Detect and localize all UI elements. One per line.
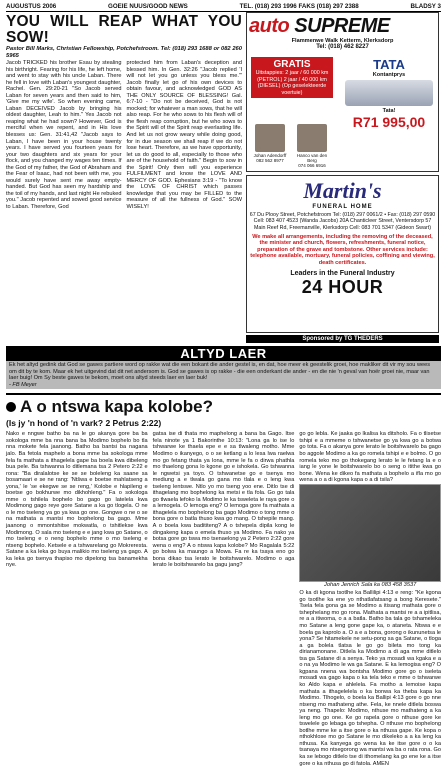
article1-columns [6, 60, 242, 211]
article2-columns [6, 431, 441, 767]
auto-supreme-address: Flammenwe Walk Ketterm, Klerksdorp [291, 38, 394, 44]
author-photo-caption: Johan Jenrich Sala ka 083 458 3537 [324, 581, 417, 588]
bullet-icon [6, 402, 16, 412]
top-section [6, 12, 441, 343]
article2-subtitle: (Is jy 'n hond of 'n vark? 2 Petrus 2:22) [6, 418, 162, 429]
salesperson-1 [251, 124, 289, 168]
salesperson-1-tel: 082 562 8977 [256, 158, 284, 163]
martins-24-hour: 24 HOUR [301, 276, 384, 297]
article2-title: A o ntswa kapa kolobe? [20, 397, 214, 417]
article2-column-3b: O ka di kgona tsotlhe ka Ballilipi 4:13 e reng: "Ke kgona go tsotlhe ka ene yo nthatlafatsang a bong Keresete." Tsela fela gona ga se Modimo a itisang mathata gore o tshephelang mo go rona. Mathata a mantsi re a a ipitlisa, re a a itiwoma, o a a batla. Batho ba tala go tshameleka mo Satane a leng gone gape ka, o ataneta. Ntswa e e boela ga kaprolo a. O a e a bona, gorong o ikununetsa le yona? Se hitamekele ne setu-pong sa ga Satane, o tloga a ga bolela tlatsa le go go bileta mo tong ka dirianamonane. Ditlela ka Modimo a di aga mme ditlelo tsa ga Satane di a senya. Teko ya mosadi wa kgaka e a o na ya Modimo le wa ga Satane. E ka lemogisa eng? O kgpana nnena wa bontsha Modimo gore go o iseleta mosadi wa gago kapa o ka tela teko e mme o tshwarwe ko Aldo kapa e ahlelela. Fa motho a lemoise kapa mathata a ithagelelela o ka bonwa ka theba kapa ka Modimo. Tlhogelo, o boela ka Ballipi 4:13 gore o go nne ntseng mo mathateng athe. Fela, ke nnele ditlela boswa ya neng. Thapelo: Modimo, nthuse mo mathateng a ka leng mo go one. Ke go rapela gore o nthuse gore ke tswelele go lebaga go tshepha. O nthuse mo bophelong botlhe mme ke a itse gore o ka nthusa gape. Ke kopa o nthokhlose mo go Satane le mo dikeleko a a ka leng ka nthusa. Ka kanyega go wena ka ke itse gore o o ka tsanaya mo ntsegorong wa mantsi wa ba o rata rona. Go ka se lebogo ditlelo tse di ithomelang ka go ene ke a itse gore o ka nthusa go di fatola. AMEN [299, 590, 442, 767]
martins-services: We make all arrangements, including the removing of the deceased, the minister and church, flowers, refreshments, funeral notice, preparation of the grave and tombstone. Other services include: telephone available, mortuary, funeral policies, coffining and viewing, death certificates. [250, 233, 435, 266]
tata-kontantprys: Kontantprys [372, 72, 406, 78]
header-date: AUGUSTUS 2006 [6, 3, 57, 10]
gratis-text: Uitstappies: 2 jaar / 60 000 km (PETROL) 2 jaar / 40 000 km (DIESEL) (Op geselekteerde voertuie) [255, 70, 329, 96]
martins-logo: Martin's [303, 178, 382, 203]
tata-price: R71 995,00 [352, 114, 426, 130]
altyd-laer-text: Ek het altyd gedink dat God se gawes partiere word op rakke wat die een bokant die ander gestel is, en dat, hoe meer ek geestelik groei, hoe makliker dit vir my sou wees om dit by te kom. Maar ek het uitgevind dat dit net andersom is. God se gawes is op rakke - die een onderkant die ander - en die nie 'n geval van hoër groei nie, maar van laer buig! Om Sy beste gawes te bekom, moet ons altyd steeds laer en laer buk! [9, 362, 431, 382]
auto-supreme-tel: Tel: (018) 462 8227 [316, 44, 369, 50]
salesperson-1-name: Johan Adendorff [253, 153, 287, 158]
sponsor-bar: Sponsored by TG THEDERS [246, 335, 439, 343]
martins-funeral-home: FUNERAL HOME [312, 204, 373, 210]
article1-column-2: protected him from Laban's deception and blessed him. In Gen. 32:26 "Jacob replied 'I will not let you go unless you bless me.'" Jacob finally let go of his own devices to obtain favour, and acknowledged GOD AS THE ONLY SOURCE OF BLESSING! Gal. 6:7-10 - "Do not be deceived, God is not mocked; for whatever a man sows, that he will also reap. For he who sows to his flesh will of the flesh reap corruption, but he who sows to the Spirit will of the Spirit reap everlasting life. And let us not grow weary while doing good, for in due season we shall reap if we do not lose heart. Therefore, as we have opportunity, let us do good to all, especially to those who are of the household of faith." Begin to sow in the Spirit! Only then will you experience FULFILMENT and know the LOVE AND MERCY OF GOD. Ephesians 3:19 - "To know the LOVE OF CHRIST which passes knowledge that you may be FILLED to the measure of all the fullness of God." SOW WISELY! [126, 60, 242, 211]
article1-byline: Pastor Bill Marks, Christian Fellowship, Potchefstroom. Tel: (018) 293 1688 or 082 260 5965 [6, 46, 242, 59]
martins-address: 67 Du Plooy Street, Potchefstroom Tel: (018) 297 0061/2 • Fax: (018) 297 0590 Cell: 083 407 4523 (Wanda Jacobs) 20A Chanticleer Street, Ventersdorp 57 Main Reef Rd, Freemanville, Klerksdorp Cell: 083 701 5347 (Gideon Swart) [249, 212, 436, 231]
article2-column-3a: go go lebla. Ke jaaka go lkalisa ka ditsholo. Fa o tlisetse tshipi e a mmeme o tshwanetse go ya kwa go a botwa go tota. Fa o akanya gore lerato le boitshwarelo ba gago bo aggole Modimo a ka go romela tshipi e e bolmo. O go romela teko mo go thokegang lerato le le fetang la e o iang le yone le boitshwarelo bo o seng o itithe kwa go bone. Wena ke dikeo fa mathata a bophelo a ifla mo go wena a o a di kgona kapa o a di tsila? [299, 431, 442, 484]
gratis-title: GRATIS [273, 59, 311, 70]
salesperson-2-name: Hanco van den Berg [296, 153, 328, 163]
article1-column-1: Jacob TRICKED his brother Esau by stealing his birthright. Fearing for his life, he left home, and went to stay with his uncle Laban. There he fell in love with Laban's youngest daughter, Rachel. Gen. 29:20-21 "So Jacob served Laban for seven years and then said to him, 'Give me my wife'. So when evening came, Laban DECEIVED Jacob by bringing his oldest daughter, Leah to him." Yes Jacob not reaping what he had sown? However, God is merciful when we repent, and in His love blesses us: Gen. 31:41,42 "Jacob says to Laban, I have been in your house twenty years. I have served you fourteen years for your two daughters and six years for your flock, and you changed my wages ten times. If the God of my father, the God of Abraham and the Fear of Isaac, had not been with me, you would surely have sent me away empty-handed. But God has seen my hardship and the toil of my hands, and last night He rebuked you." Jacob repented and sowed good service to Laban. Therefore, God [6, 60, 122, 211]
ads-column [246, 12, 439, 343]
martins-leaders: Leaders in the Funeral Industry [290, 269, 395, 277]
auto-supreme-ad [246, 12, 439, 172]
header-paper-name: GOEIE NUUS/GOOD NEWS [108, 3, 188, 10]
auto-supreme-logo: auto SUPREME [249, 15, 390, 37]
article2-column-3 [299, 431, 441, 767]
altyd-laer-title: ALTYD LAER [6, 346, 441, 361]
salesperson-2 [293, 124, 331, 168]
martins-funeral-ad [246, 175, 439, 333]
salesperson-2-photo [297, 124, 327, 152]
article2-column-1: Nako e nngwe batho ba na le go akanya gore ba ba sokologa mme ba nna bana ba Modimo bophelo bo tla nna mokete fela jaanong. Batho ba bantsi ba nagana jalo. Ba fetola maphelo a bona mme ba sokologa mme fela fa mathata a ithagelela gape ba boela kwa dibeleng bua pele. Ba tshwanna lo ditlemana tsa 2 Petero 2:22 e rona: "Ba diralalotse ke se se boleleng ka saane sa bosamaari e se ne rang: 'Ntšwa e boetse mahlatseng a yona,' le 'se ekegwe se se reng,' Kolobe e hlapileng e boetse go bokhurwe mo dikhohleng." Fa o sokologa mme o tshilela bophelo bo gago go latelela kwa Modimong gago reye gore Satane a ka go tlogela. O ne o le mo tseleng ya go ya kwa go one. Gongwe o ne o se na mathata a mantsi mo bophelong ba gago. Mme jaanong o mmontshitse mokwatla, o tshitlekse kwa Modimong. O sala mo tseleng e e jang kwa go Satane, o mo tseleng e o neng bophelo mme o mo tseleng e ntseng bophelo. Ketsele e a tshwarelang go Mokreresta. Satane a ka leka go buya malikio mo tseleng ya gago. A ka leka go tsenya thapiso mo dipelong tsa banamekha nye. [6, 431, 148, 569]
article2-column-2: gatsa ise di thata mo maphelong a bana ba Gago. Itse fela ninote ya 1 Bakorinthe 10:13: "Lona ga lo ise lo tshwarwe ke thaela epe e e sa tlwaleng motho. Mme Modimo o ikanyego, o o se ketlang a lo lesa lwa raelwa mo go fetang thata ya lona, mme le fa o dirwa phathla mo thaelong gona lo kgone go e ishokela. Go tshwanna le ngwetsi ya toyo. O tshwanetse go e tsenya mo mediung a e tlwala go gana mo tlala e o leng kwa tseleng lentswe. Ntlo yo mo tseng yoo ene. Ditlo tse di ithagelang mo bophelong ka metsi e tla fola. Go go tala go tlwaela lefoko la Modimo le ka tsweleta le raya gore o a lemogela. O lemoga eng? O lemoga gore fa mathata a ithagelela mo bophelong ba gago Modimo o tong mme o bona gore o batla thuso kwa go mang. O tshepile mang. A o boela kwa badititeng? A o tshepela dipila kong le dingakeng kapa o emela thuso ya Modimo. Fa nako ya botsa gore go tswa mo tsenaelong ya 2 Petero 2:22 gore wena o eng? A o ntswa kapa kolobe? Mo Ragalala 5:22 go bolwa ka maungo a Mowa. Fa re ka tsaya eno go bona dikao tsa lerato le boitshwarelo. Modimo o aga lerato le boitshwarelo ba gagu jang? [152, 431, 295, 569]
page-header [6, 3, 441, 12]
tata-model: Tata! [382, 108, 396, 114]
article-ntswa-kolobe [6, 393, 441, 767]
author-photo [299, 484, 441, 582]
header-page-number: BLADSY 3 [410, 3, 441, 10]
truck-image [345, 80, 433, 106]
tata-box [344, 57, 434, 130]
article-reap-what-you-sow [6, 12, 242, 343]
salespeople [251, 124, 331, 168]
salesperson-1-photo [255, 124, 285, 152]
article1-title: YOU WILL REAP WHAT YOU SOW! [6, 13, 242, 46]
altyd-laer-credit: - FB Meyer [9, 381, 37, 388]
header-contact: TEL. (018) 293 1996 FAKS (018) 297 2388 [239, 3, 359, 10]
tata-logo: TATA [373, 57, 405, 72]
article2-title-row [6, 397, 441, 417]
altyd-laer-body [6, 361, 441, 389]
salesperson-2-tel: 074 066 6916 [298, 163, 326, 168]
gratis-box [251, 57, 333, 98]
